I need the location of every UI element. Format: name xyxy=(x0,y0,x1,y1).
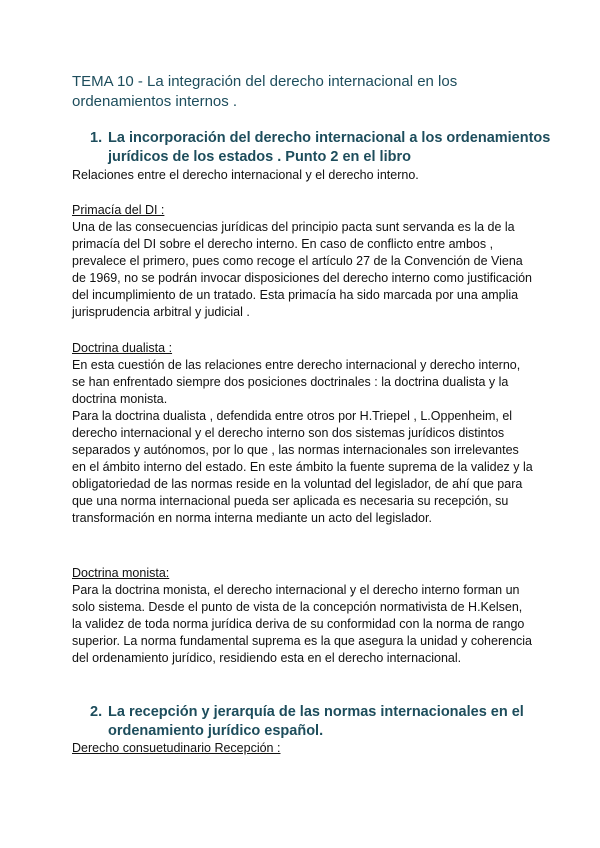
section-1-intro: Relaciones entre el derecho internacional y el derecho interno. xyxy=(72,168,419,182)
dualista-paragraph-2: Para la doctrina dualista , defendida entre otros por H.Triepel , L.Oppenheim, el derecho internacional y el derecho interno son dos sistemas jurídicos distintos separados y autónomos, por lo que , las normas internacionales son irrelevantes en el ámbito interno del estado. En este ámbito la fuente suprema de la validez y la obligatoriedad de las normas reside en la voluntad del legislador, de ahí que para que una norma internacional pueda ser aplicada es necesaria su recepción, su transformación en norma interna mediante un acto del legislador. xyxy=(72,409,533,525)
dualista-paragraph-1: En esta cuestión de las relaciones entre derecho internacional y derecho interno, se han enfrentado siempre dos posiciones doctrinales : la doctrina dualista y la doctrina monista. xyxy=(72,358,521,406)
section-2-heading-text: La recepción y jerarquía de las normas internacionales en el ordenamiento jurídico español. xyxy=(108,704,524,739)
section-2-sub-label: Derecho consuetudinario Recepción : xyxy=(72,741,281,755)
monista-paragraph: Para la doctrina monista, el derecho internacional y el derecho interno forman un solo sistema. Desde el punto de vista de la concepción normativista de H.Kelsen, la validez de toda norma jurídica deriva de su conformidad con la norma de rango superior. La norma fundamental suprema es la que asegura la unidad y coherencia del ordenamiento jurídico, residiendo esta en el derecho internacional. xyxy=(72,583,533,665)
section-2-number: 2. xyxy=(90,704,103,720)
dualista-label: Doctrina dualista : xyxy=(72,341,173,355)
section-1-number: 1. xyxy=(90,130,103,146)
primacia-paragraph: Una de las consecuencias jurídicas del principio pacta sunt servanda es la de la primacía del DI sobre el derecho interno. En caso de conflicto entre ambos , prevalece el primero, pues como recoge el artículo 27 de la Convención de Viena de 1969, no se podrán invocar disposiciones del derecho interno como justificación del incumplimiento de un tratado. Esta primacía ha sido marcada por una amplia jurisprudencia arbitral y judicial . xyxy=(72,220,533,319)
monista-label: Doctrina monista: xyxy=(72,566,170,580)
primacia-label: Primacía del DI : xyxy=(72,203,165,217)
section-1-heading xyxy=(90,129,560,167)
section-2-heading xyxy=(90,703,560,741)
section-1-heading-text: La incorporación del derecho internacional a los ordenamientos jurídicos de los estados . Punto 2 en el libro xyxy=(108,130,551,165)
document-title: TEMA 10 - La integración del derecho internacional en los ordenamientos internos . xyxy=(72,73,458,110)
